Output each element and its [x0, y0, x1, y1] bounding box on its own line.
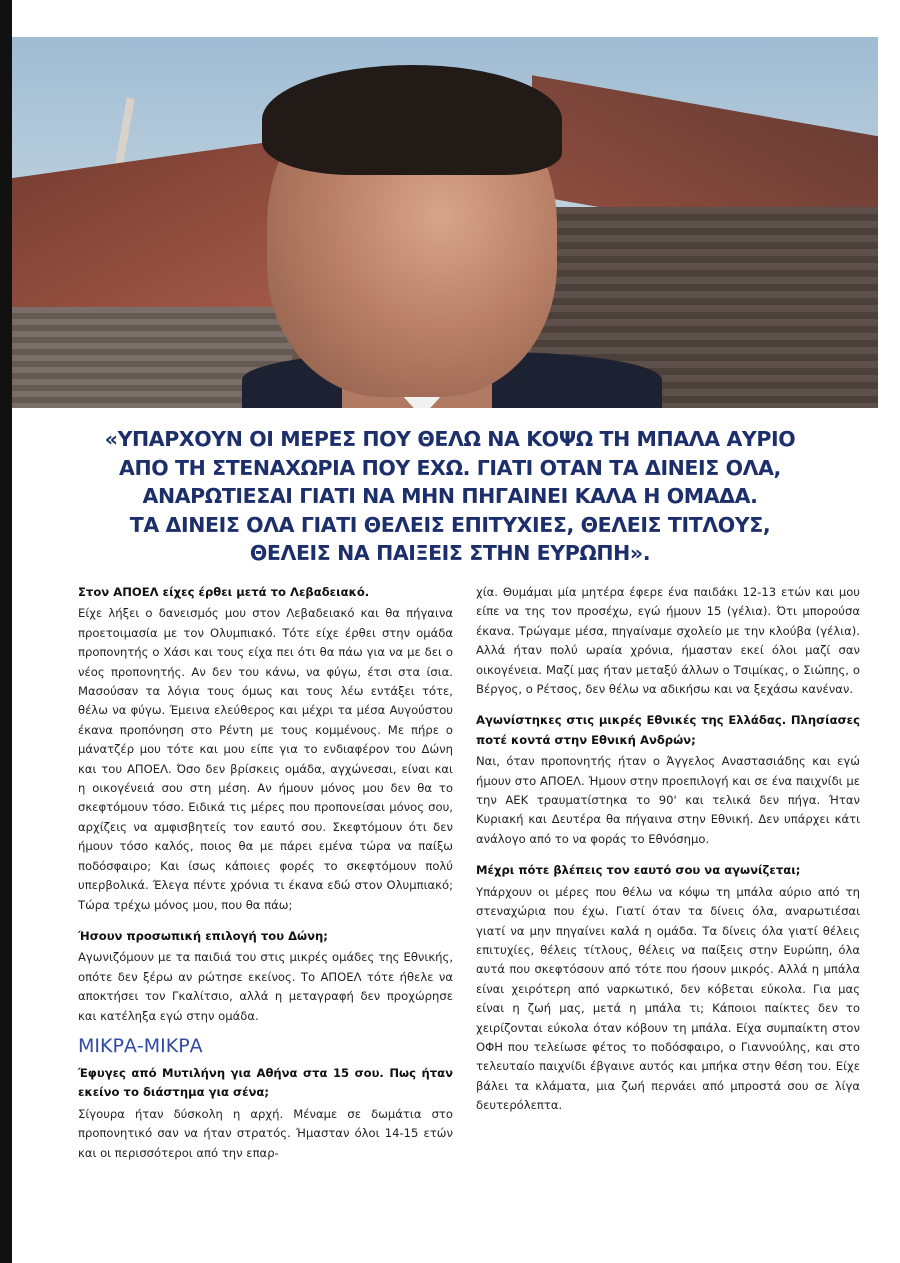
interview-question: Αγωνίστηκες στις μικρές Εθνικές της Ελλάδας. Πλησίασες ποτέ κοντά στην Εθνική Ανδρών; [476, 713, 860, 747]
interview-answer: Είχε λήξει ο δανεισμός μου στον Λεβαδειακό και θα πήγαινα προετοιμασία με τον Ολυμπιακό. Τότε είχε έρθει στην ομάδα προπονητής ο Χάσι και τους είχα πει ότι θα πάω για να με δει ο νέος προπονητής. Αν δεν του κάνω, να φύγω, έτσι στα ίσια. Μασούσαν τα λόγια τους όμως και τους λέω εντάξει τότε, θέλω να φύγω. Έμεινα ελεύθερος και μέχρι τα μέσα Αυγούστου έκανα προπόνηση στο Ρέντη με τους κομμένους. Με πήρε ο μάνατζέρ μου τότε και μου είπε για το ενδιαφέρον του Δώνη και του ΑΠΟΕΛ. Όσο δεν βρίσκεις ομάδα, αγχώνεσαι, είναι και η οικογένειά σου στη μέση. Αν ήμουν μόνος μου δεν θα το σκεφτόμουν τόσο. Ειδικά τις μέρες που προπονείσαι μόνος σου, αρχίζεις να αμφισβητείς τον εαυτό σου. Σκεφτόμουν ότι δεν ήμουν τόσο καλός, ποιος θα με πάρει εμένα τώρα να παίξω ποδόσφαιρο; Και ίσως κάποιες φορές το σκεφτόμουν πολύ υπερβολικά. Έλεγα πέντε χρόνια τι έκανα εδώ στον Ολυμπιακό; Τώρα τρέχω μόνος μου, που θα πάω; [78, 606, 453, 912]
pull-quote-line: ΤΑ ΔΙΝΕΙΣ ΟΛΑ ΓΙΑΤΙ ΘΕΛΕΙΣ ΕΠΙΤΥΧΙΕΣ, ΘΕΛΕΙΣ ΤΙΤΛΟΥΣ, [129, 512, 771, 537]
interview-answer: Σίγουρα ήταν δύσκολη η αρχή. Μέναμε σε δωμάτια στο προπονητικό σαν να ήταν στρατός. Ήμασταν όλοι 14-15 ετών και οι περισσότεροι από την επαρ- [78, 1106, 453, 1160]
section-subheading: ΜΙΚΡΑ-ΜΙΚΡΑ [78, 1034, 203, 1057]
interview-answer: Αγωνιζόμουν με τα παιδιά του στις μικρές ομάδες της Εθνικής, οπότε δεν ξέρω αν ρώτησε εκείνος. Το ΑΠΟΕΛ τότε ήθελε να αποκτήσει τον Γκαλίτσιο, αλλά η μεταγραφή δεν προχώρησε και κατέληξα εγώ στην ομάδα. [78, 950, 453, 1023]
pull-quote [60, 425, 840, 568]
interview-question: Ήσουν προσωπική επιλογή του Δώνη; [78, 928, 328, 943]
photo-hair [262, 65, 562, 175]
article-column-left [78, 583, 453, 1163]
interview-question: Έφυγες από Μυτιλήνη για Αθήνα στα 15 σου. Πως ήταν εκείνο το διάστημα για σένα; [78, 1065, 453, 1100]
page-binding-edge [0, 0, 12, 1263]
pull-quote-line: ΑΠΟ ΤΗ ΣΤΕΝΑΧΩΡΙΑ ΠΟΥ ΕΧΩ. ΓΙΑΤΙ ΟΤΑΝ ΤΑ ΔΙΝΕΙΣ ΟΛΑ, [119, 455, 781, 480]
interview-answer: χία. Θυμάμαι μία μητέρα έφερε ένα παιδάκι 12-13 ετών και μου είπε να της τον προσέχω, εγώ ήμουν 15 (γέλια). Ότι μπορούσα έκανα. Τρώγαμε μέσα, πηγαίναμε σχολείο με την κλούβα (γέλια). Αλλά ήταν πολύ ωραία χρόνια, ήμασταν εκεί όλοι μαζί σαν οικογένεια. Μαζί μας ήταν μεταξύ άλλων ο Τσιμίκας, ο Σιώπης, ο Βέργος, ο Ρέτσος, δεν θέλω να αδικήσω και να ξεχάσω κανέναν. [476, 585, 860, 697]
article-column-right [476, 583, 860, 1116]
pull-quote-line: ΑΝΑΡΩΤΙΕΣΑΙ ΓΙΑΤΙ ΝΑ ΜΗΝ ΠΗΓΑΙΝΕΙ ΚΑΛΑ Η ΟΜΑΔΑ. [142, 484, 758, 508]
interview-question: Στον ΑΠΟΕΛ είχες έρθει μετά το Λεβαδειακό. [78, 585, 370, 599]
pull-quote-line: ΘΕΛΕΙΣ ΝΑ ΠΑΙΞΕΙΣ ΣΤΗΝ ΕΥΡΩΠΗ». [249, 541, 651, 565]
interview-answer: Ναι, όταν προπονητής ήταν ο Άγγελος Αναστασιάδης και εγώ ήμουν στο ΑΠΟΕΛ. Ήμουν στην προεπιλογή και σε ένα παιχνίδι με την ΑΕΚ τραυματίστηκα το 90' και τελικά δεν πήγα. Ήταν Κυριακή και Δευτέρα θα πήγαινα στην Εθνική. Δεν υπάρχει κάτι ανάλογο από το να φοράς το Εθνόσημο. [476, 754, 860, 846]
pull-quote-line: «ΥΠΑΡΧΟΥΝ ΟΙ ΜΕΡΕΣ ΠΟΥ ΘΕΛΩ ΝΑ ΚΟΨΩ ΤΗ ΜΠΑΛΑ ΑΥΡΙΟ [104, 427, 796, 451]
player-portrait-photo [12, 37, 878, 408]
interview-answer: Υπάρχουν οι μέρες που θέλω να κόψω τη μπάλα αύριο από τη στεναχώρια που έχω. Γιατί όταν τα δίνεις όλα, αναρωτιέσαι γιατί να μην πηγαίνει καλά η ομάδα. Τα δίνεις όλα γιατί θέλεις επιτυχίες, θέλεις τίτλους, θέλεις να παίξεις στην Ευρώπη, όλα αυτά που σκεφτόσουν από τότε που ήσουν μικρός. Αλλά η μπάλα είναι χειρότερη από ναρκωτικό, δεν κόβεται εύκολα. Για μας είναι η ζωή μας, μετά η μπάλα τι; Κάποιοι παίκτες δεν το χειρίζονται εύκολα όταν κόβουν τη μπάλα. Είχα συμπαίκτη στον ΟΦΗ που τελείωσε φέτος το ποδόσφαιρο, ο Γιαννούλης, και στο τελευταίο παιχνίδι έβγαινε αυτός και μπήκα στην θέση του. Είχε βάλει τα κλάματα, μια ζωή περνάει από μπροστά σου σε λίγα δευτερόλεπτα. [476, 884, 860, 1113]
interview-question: Μέχρι πότε βλέπεις τον εαυτό σου να αγωνίζεται; [476, 863, 801, 878]
